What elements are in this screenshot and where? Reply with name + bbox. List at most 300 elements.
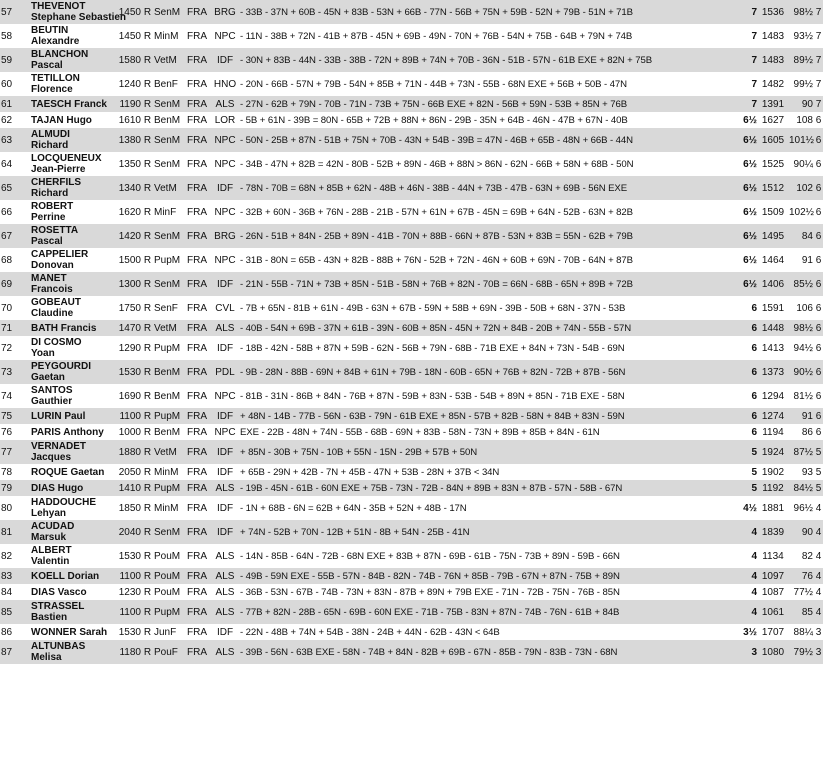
rank-cell: 74 <box>1 390 13 402</box>
elo-cell: 1000 <box>118 426 141 438</box>
rounds-cell: - 14N - 85B - 64N - 72B - 68N EXE + 83B + 87N - 69B - 61B - 75N - 73B + 89N - 59B - 66N <box>240 550 620 562</box>
tiebreak-cell: 4 <box>815 502 822 514</box>
rating-type-cell: R <box>143 482 152 494</box>
rank-cell: 78 <box>1 466 13 478</box>
federation-cell: FRA <box>187 134 207 146</box>
federation-cell: FRA <box>187 446 207 458</box>
name-cell <box>30 360 114 384</box>
rounds-cell: - 39B - 56N - 63B EXE - 58N - 74B + 84N - 82B + 69B - 67N - 85B - 79N - 83B - 73N - 68N <box>240 646 618 658</box>
rating-type-cell: R <box>143 206 152 218</box>
name-cell <box>30 496 114 520</box>
rank-cell: 58 <box>1 30 13 42</box>
performance-cell: 1413 <box>761 342 785 354</box>
name-cell <box>30 112 114 128</box>
rating-type-cell: R <box>143 302 152 314</box>
player-last-name: PARIS Anthony <box>31 426 104 438</box>
buchholz-cell: 90¼ <box>793 158 813 170</box>
elo-cell: 1100 <box>119 606 141 618</box>
rank-cell: 69 <box>1 278 13 290</box>
league-cell: IDF <box>216 410 234 422</box>
rating-type-cell: R <box>143 342 152 354</box>
league-cell: NPC <box>214 158 236 170</box>
table-row <box>0 0 823 24</box>
tiebreak-cell: 5 <box>815 466 822 478</box>
performance-cell: 1448 <box>761 322 785 334</box>
federation-cell: FRA <box>187 342 207 354</box>
player-last-name: THEVENOT <box>31 1 86 12</box>
rounds-cell: EXE - 22B - 48N + 74N - 55B - 68B - 69N + 83B - 58N - 73N + 89B + 85B + 84N - 61N <box>240 426 600 438</box>
player-last-name: TAESCH Franck <box>31 98 107 110</box>
tiebreak-cell: 7 <box>815 6 822 18</box>
elo-cell: 1420 <box>118 230 141 242</box>
league-cell: IDF <box>216 526 234 538</box>
rank-cell: 71 <box>1 322 13 334</box>
player-last-name: BEUTIN <box>31 25 69 36</box>
buchholz-cell: 76 <box>801 570 813 582</box>
elo-cell: 1230 <box>118 586 141 598</box>
category-cell: BenM <box>154 114 181 126</box>
performance-cell: 1194 <box>762 426 784 438</box>
name-cell <box>30 640 114 664</box>
elo-cell: 1500 <box>118 254 141 266</box>
rating-type-cell: R <box>143 6 152 18</box>
rating-type-cell: R <box>143 158 152 170</box>
buchholz-cell: 98½ <box>793 6 813 18</box>
name-cell <box>30 72 114 96</box>
federation-cell: FRA <box>187 254 207 266</box>
rounds-cell: - 22N - 48B + 74N + 54B - 38N - 24B + 44N - 62B - 43N < 64B <box>240 626 500 638</box>
rounds-cell: - 78N - 70B = 68N + 85B + 62N - 48B + 46N - 38B - 44N + 73B - 47B - 63N + 69B - 56N EXE <box>240 182 627 194</box>
buchholz-cell: 93 <box>801 466 813 478</box>
player-first-name: Gauthier <box>31 396 73 407</box>
player-first-name: Jean-Pierre <box>31 164 86 175</box>
player-first-name: Claudine <box>31 308 74 319</box>
performance-cell: 1482 <box>761 78 785 90</box>
league-cell: ALS <box>215 646 235 658</box>
federation-cell: FRA <box>187 426 207 438</box>
player-first-name: Valentin <box>31 556 70 567</box>
buchholz-cell: 86 <box>801 426 813 438</box>
name-cell <box>30 544 114 568</box>
elo-cell: 1240 <box>118 78 141 90</box>
table-row <box>0 360 823 384</box>
points-cell: 4 <box>751 586 757 598</box>
performance-cell: 1373 <box>761 366 785 378</box>
points-cell: 6 <box>751 426 757 438</box>
federation-cell: FRA <box>187 466 207 478</box>
points-cell: 7 <box>751 98 757 110</box>
player-first-name: Donovan <box>31 260 74 271</box>
buchholz-cell: 96½ <box>793 502 813 514</box>
player-last-name: DIAS Hugo <box>31 482 84 494</box>
performance-cell: 1924 <box>761 446 785 458</box>
player-first-name: Jacques <box>31 452 72 463</box>
player-last-name: LOCQUENEUX <box>31 153 102 164</box>
points-cell: 7 <box>751 30 757 42</box>
category-cell: VetM <box>154 182 177 194</box>
rounds-cell: - 81B - 31N - 86B + 84N - 76B + 87N - 59B + 83N - 53B - 54B + 89N + 85N - 71B EXE - 58N <box>240 390 625 402</box>
league-cell: ALS <box>215 98 235 110</box>
player-first-name: Stephane Sebastien <box>31 12 127 23</box>
category-cell: PupM <box>154 342 181 354</box>
rank-cell: 61 <box>1 98 13 110</box>
tiebreak-cell: 6 <box>815 342 822 354</box>
points-cell: 4 <box>751 570 757 582</box>
category-cell: SenM <box>154 526 181 538</box>
tiebreak-cell: 6 <box>815 182 822 194</box>
buchholz-cell: 101½ <box>789 134 815 146</box>
points-cell: 6 <box>751 410 757 422</box>
elo-cell: 1530 <box>118 626 141 638</box>
name-cell <box>30 600 114 624</box>
rounds-cell: - 33B - 37N + 60B - 45N + 83B - 53N + 66B - 77N - 56B + 75N + 59B - 52N + 79B - 51N + 71B <box>240 6 633 18</box>
table-row <box>0 296 823 320</box>
rank-cell: 73 <box>1 366 13 378</box>
rank-cell: 70 <box>1 302 13 314</box>
performance-cell: 1087 <box>761 586 785 598</box>
points-cell: 6 <box>751 302 757 314</box>
player-first-name: Florence <box>31 84 73 95</box>
player-last-name: MANET <box>31 273 67 284</box>
rating-type-cell: R <box>143 366 152 378</box>
name-cell <box>30 296 114 320</box>
buchholz-cell: 87½ <box>793 446 813 458</box>
player-first-name: Marsuk <box>31 532 67 543</box>
player-last-name: HADDOUCHE <box>31 497 96 508</box>
rating-type-cell: R <box>143 570 152 582</box>
name-cell <box>30 248 114 272</box>
rounds-cell: + 65B - 29N + 42B - 7N + 45B - 47N + 53B - 28N + 37B < 34N <box>240 466 500 478</box>
buchholz-cell: 99½ <box>793 78 813 90</box>
name-cell <box>30 568 114 584</box>
tiebreak-cell: 6 <box>815 134 822 146</box>
rating-type-cell: R <box>143 646 152 658</box>
rating-type-cell: R <box>143 78 152 90</box>
player-last-name: ALMUDI <box>31 129 70 140</box>
table-row <box>0 320 823 336</box>
rating-type-cell: R <box>143 182 152 194</box>
tiebreak-cell: 6 <box>815 278 822 290</box>
buchholz-cell: 94½ <box>793 342 813 354</box>
performance-cell: 1902 <box>761 466 785 478</box>
points-cell: 6 <box>751 390 757 402</box>
league-cell: BRG <box>214 230 236 242</box>
buchholz-cell: 91 <box>801 410 813 422</box>
name-cell <box>30 408 114 424</box>
tiebreak-cell: 6 <box>815 322 822 334</box>
elo-cell: 1100 <box>119 410 141 422</box>
federation-cell: FRA <box>187 98 207 110</box>
name-cell <box>30 200 114 224</box>
points-cell: 3 <box>751 646 757 658</box>
buchholz-cell: 90 <box>801 526 813 538</box>
points-cell: 6½ <box>743 158 757 170</box>
table-row <box>0 568 823 584</box>
rank-cell: 81 <box>1 526 13 538</box>
category-cell: MinM <box>154 466 179 478</box>
rating-type-cell: R <box>143 98 152 110</box>
category-cell: PupM <box>154 410 181 422</box>
name-cell <box>30 320 114 336</box>
league-cell: PDL <box>215 366 235 378</box>
performance-cell: 1134 <box>762 550 784 562</box>
elo-cell: 1530 <box>118 550 141 562</box>
table-row <box>0 224 823 248</box>
rank-cell: 77 <box>1 446 13 458</box>
table-row <box>0 336 823 360</box>
rounds-cell: - 26N - 51B + 84N - 25B + 89N - 41B - 70N + 88B - 66N + 87B - 53N + 83B = 55N - 62B + 79B <box>240 230 633 242</box>
elo-cell: 1880 <box>118 446 141 458</box>
category-cell: SenM <box>154 158 181 170</box>
rating-type-cell: R <box>143 134 152 146</box>
name-cell <box>30 584 114 600</box>
rounds-cell: - 40B - 54N + 69B - 37N + 61B - 39N - 60B + 85N - 45N + 72N + 84B - 20B + 74N - 55B - 57N <box>240 322 632 334</box>
buchholz-cell: 84½ <box>793 482 813 494</box>
points-cell: 7 <box>751 6 757 18</box>
league-cell: IDF <box>216 626 234 638</box>
tiebreak-cell: 7 <box>815 78 822 90</box>
player-last-name: DIAS Vasco <box>31 586 87 598</box>
performance-cell: 1061 <box>761 606 785 618</box>
performance-cell: 1097 <box>761 570 785 582</box>
player-last-name: TAJAN Hugo <box>31 114 92 126</box>
tiebreak-cell: 6 <box>815 114 822 126</box>
buchholz-cell: 81½ <box>793 390 813 402</box>
player-last-name: STRASSEL <box>31 601 85 612</box>
league-cell: BRG <box>214 6 236 18</box>
rank-cell: 57 <box>1 6 13 18</box>
name-cell <box>30 384 114 408</box>
tiebreak-cell: 7 <box>815 30 822 42</box>
buchholz-cell: 90½ <box>793 366 813 378</box>
buchholz-cell: 106 <box>796 302 813 314</box>
rating-type-cell: R <box>143 278 152 290</box>
league-cell: ALS <box>215 322 235 334</box>
rounds-cell: - 11N - 38B + 72N - 41B + 87B - 45N + 69B - 49N - 70N + 76B - 54N + 75B - 64B + 79N + 74B <box>240 30 633 42</box>
league-cell: CVL <box>215 302 235 314</box>
elo-cell: 1190 <box>119 98 141 110</box>
tiebreak-cell: 4 <box>815 570 822 582</box>
elo-cell: 1580 <box>118 54 141 66</box>
rating-type-cell: R <box>143 254 152 266</box>
performance-cell: 1192 <box>762 482 784 494</box>
league-cell: ALS <box>215 586 235 598</box>
elo-cell: 1850 <box>118 502 141 514</box>
federation-cell: FRA <box>187 6 207 18</box>
points-cell: 4½ <box>743 502 757 514</box>
rounds-cell: + 48N - 14B - 77B - 56N - 63B - 79N - 61B EXE + 85N - 57B + 82B - 58N + 84B + 83N - 59N <box>240 410 625 422</box>
tiebreak-cell: 5 <box>815 446 822 458</box>
category-cell: SenM <box>154 134 181 146</box>
buchholz-cell: 85½ <box>793 278 813 290</box>
rating-type-cell: R <box>143 502 152 514</box>
table-row <box>0 544 823 568</box>
performance-cell: 1080 <box>761 646 785 658</box>
table-row <box>0 176 823 200</box>
elo-cell: 1610 <box>118 114 141 126</box>
rounds-cell: - 50N - 25B + 87N - 51B + 75N + 70B - 43N + 54B - 39B = 47N - 46B + 65B - 48N + 66B - 44N <box>240 134 633 146</box>
player-first-name: Gaetan <box>31 372 65 383</box>
rank-cell: 62 <box>1 114 13 126</box>
elo-cell: 1300 <box>118 278 141 290</box>
league-cell: ALS <box>215 570 235 582</box>
category-cell: PouM <box>154 570 181 582</box>
rank-cell: 65 <box>1 182 13 194</box>
name-cell <box>30 440 114 464</box>
league-cell: NPC <box>214 254 236 266</box>
league-cell: ALS <box>215 482 235 494</box>
performance-cell: 1525 <box>761 158 785 170</box>
player-last-name: TETILLON <box>31 73 80 84</box>
performance-cell: 1483 <box>761 54 785 66</box>
name-cell <box>30 128 114 152</box>
rank-cell: 85 <box>1 606 13 618</box>
category-cell: JunF <box>154 626 177 638</box>
federation-cell: FRA <box>187 302 207 314</box>
rank-cell: 59 <box>1 54 13 66</box>
player-first-name: Pascal <box>31 60 63 71</box>
category-cell: PouF <box>154 646 178 658</box>
federation-cell: FRA <box>187 366 207 378</box>
buchholz-cell: 89½ <box>793 54 813 66</box>
elo-cell: 1530 <box>118 366 141 378</box>
name-cell <box>30 520 114 544</box>
buchholz-cell: 98½ <box>793 322 813 334</box>
federation-cell: FRA <box>187 182 207 194</box>
name-cell <box>30 624 114 640</box>
table-row <box>0 640 823 664</box>
player-last-name: ROSETTA <box>31 225 79 236</box>
elo-cell: 1350 <box>118 158 141 170</box>
tiebreak-cell: 6 <box>815 390 822 402</box>
tiebreak-cell: 7 <box>815 98 822 110</box>
table-row <box>0 272 823 296</box>
tiebreak-cell: 4 <box>815 550 822 562</box>
player-last-name: WONNER Sarah <box>31 626 108 638</box>
player-last-name: ACUDAD <box>31 521 75 532</box>
federation-cell: FRA <box>187 78 207 90</box>
points-cell: 7 <box>751 54 757 66</box>
league-cell: NPC <box>214 390 236 402</box>
federation-cell: FRA <box>187 230 207 242</box>
rating-type-cell: R <box>143 322 152 334</box>
points-cell: 3½ <box>743 626 757 638</box>
buchholz-cell: 93½ <box>793 30 813 42</box>
name-cell <box>30 176 114 200</box>
elo-cell: 1180 <box>119 646 141 658</box>
table-row <box>0 128 823 152</box>
player-first-name: Richard <box>31 140 69 151</box>
player-last-name: CHERFILS <box>31 177 81 188</box>
player-last-name: ROBERT <box>31 201 74 212</box>
league-cell: NPC <box>214 206 236 218</box>
tiebreak-cell: 6 <box>815 230 822 242</box>
rounds-cell: - 19B - 45N - 61B - 60N EXE + 75B - 73N - 72B - 84N + 89B + 83N + 87B - 57N - 58B - 67N <box>240 482 623 494</box>
elo-cell: 1340 <box>118 182 141 194</box>
category-cell: VetM <box>154 54 177 66</box>
points-cell: 7 <box>751 78 757 90</box>
buchholz-cell: 82 <box>801 550 813 562</box>
federation-cell: FRA <box>187 410 207 422</box>
federation-cell: FRA <box>187 646 207 658</box>
rounds-cell: - 1N + 68B - 6N = 62B + 64N - 35B + 52N + 48B - 17N <box>240 502 467 514</box>
performance-cell: 1627 <box>761 114 785 126</box>
rank-cell: 87 <box>1 646 13 658</box>
performance-cell: 1839 <box>761 526 785 538</box>
category-cell: BenM <box>154 426 181 438</box>
performance-cell: 1495 <box>761 230 785 242</box>
rank-cell: 82 <box>1 550 13 562</box>
rating-type-cell: R <box>143 54 152 66</box>
rating-type-cell: R <box>143 410 152 422</box>
category-cell: PupM <box>154 482 181 494</box>
table-row <box>0 112 823 128</box>
name-cell <box>30 336 114 360</box>
name-cell <box>30 0 127 24</box>
points-cell: 5 <box>751 466 757 478</box>
rank-cell: 64 <box>1 158 13 170</box>
performance-cell: 1605 <box>761 134 785 146</box>
points-cell: 6½ <box>743 114 757 126</box>
player-last-name: BLANCHON <box>31 49 89 60</box>
tiebreak-cell: 6 <box>815 158 822 170</box>
buchholz-cell: 108 <box>796 114 813 126</box>
rank-cell: 86 <box>1 626 13 638</box>
table-row <box>0 248 823 272</box>
category-cell: SenM <box>154 230 181 242</box>
table-row <box>0 384 823 408</box>
league-cell: NPC <box>214 134 236 146</box>
rating-type-cell: R <box>143 426 152 438</box>
performance-cell: 1707 <box>761 626 785 638</box>
rank-cell: 68 <box>1 254 13 266</box>
category-cell: PouM <box>154 586 181 598</box>
rating-type-cell: R <box>143 526 152 538</box>
rounds-cell: - 18B - 42N - 58B + 87N + 59B - 62N - 56B + 79N - 68B - 71B EXE + 84N + 73N - 54B - 69N <box>240 342 625 354</box>
league-cell: IDF <box>216 278 234 290</box>
points-cell: 6 <box>751 366 757 378</box>
tiebreak-cell: 4 <box>815 586 822 598</box>
buchholz-cell: 85 <box>801 606 813 618</box>
category-cell: MinM <box>154 30 179 42</box>
buchholz-cell: 88¼ <box>793 626 813 638</box>
elo-cell: 1620 <box>118 206 141 218</box>
points-cell: 6½ <box>743 134 757 146</box>
elo-cell: 1750 <box>118 302 141 314</box>
rounds-cell: - 49B - 59N EXE - 55B - 57N - 84B - 82N - 74B - 76N + 85B - 79B - 67N + 87N - 75B + 89N <box>240 570 620 582</box>
player-last-name: BATH Francis <box>31 322 97 334</box>
federation-cell: FRA <box>187 526 207 538</box>
buchholz-cell: 79½ <box>793 646 813 658</box>
category-cell: SenM <box>154 98 181 110</box>
buchholz-cell: 84 <box>801 230 813 242</box>
rank-cell: 83 <box>1 570 13 582</box>
name-cell <box>30 480 114 496</box>
player-last-name: KOELL Dorian <box>31 570 100 582</box>
performance-cell: 1294 <box>761 390 785 402</box>
rating-type-cell: R <box>143 114 152 126</box>
rank-cell: 79 <box>1 482 13 494</box>
category-cell: SenF <box>154 302 178 314</box>
player-last-name: ALTUNBAS <box>31 641 86 652</box>
points-cell: 5 <box>751 482 757 494</box>
league-cell: HNO <box>213 78 237 90</box>
table-row <box>0 464 823 480</box>
name-cell <box>30 464 114 480</box>
federation-cell: FRA <box>187 114 207 126</box>
federation-cell: FRA <box>187 278 207 290</box>
federation-cell: FRA <box>187 322 207 334</box>
